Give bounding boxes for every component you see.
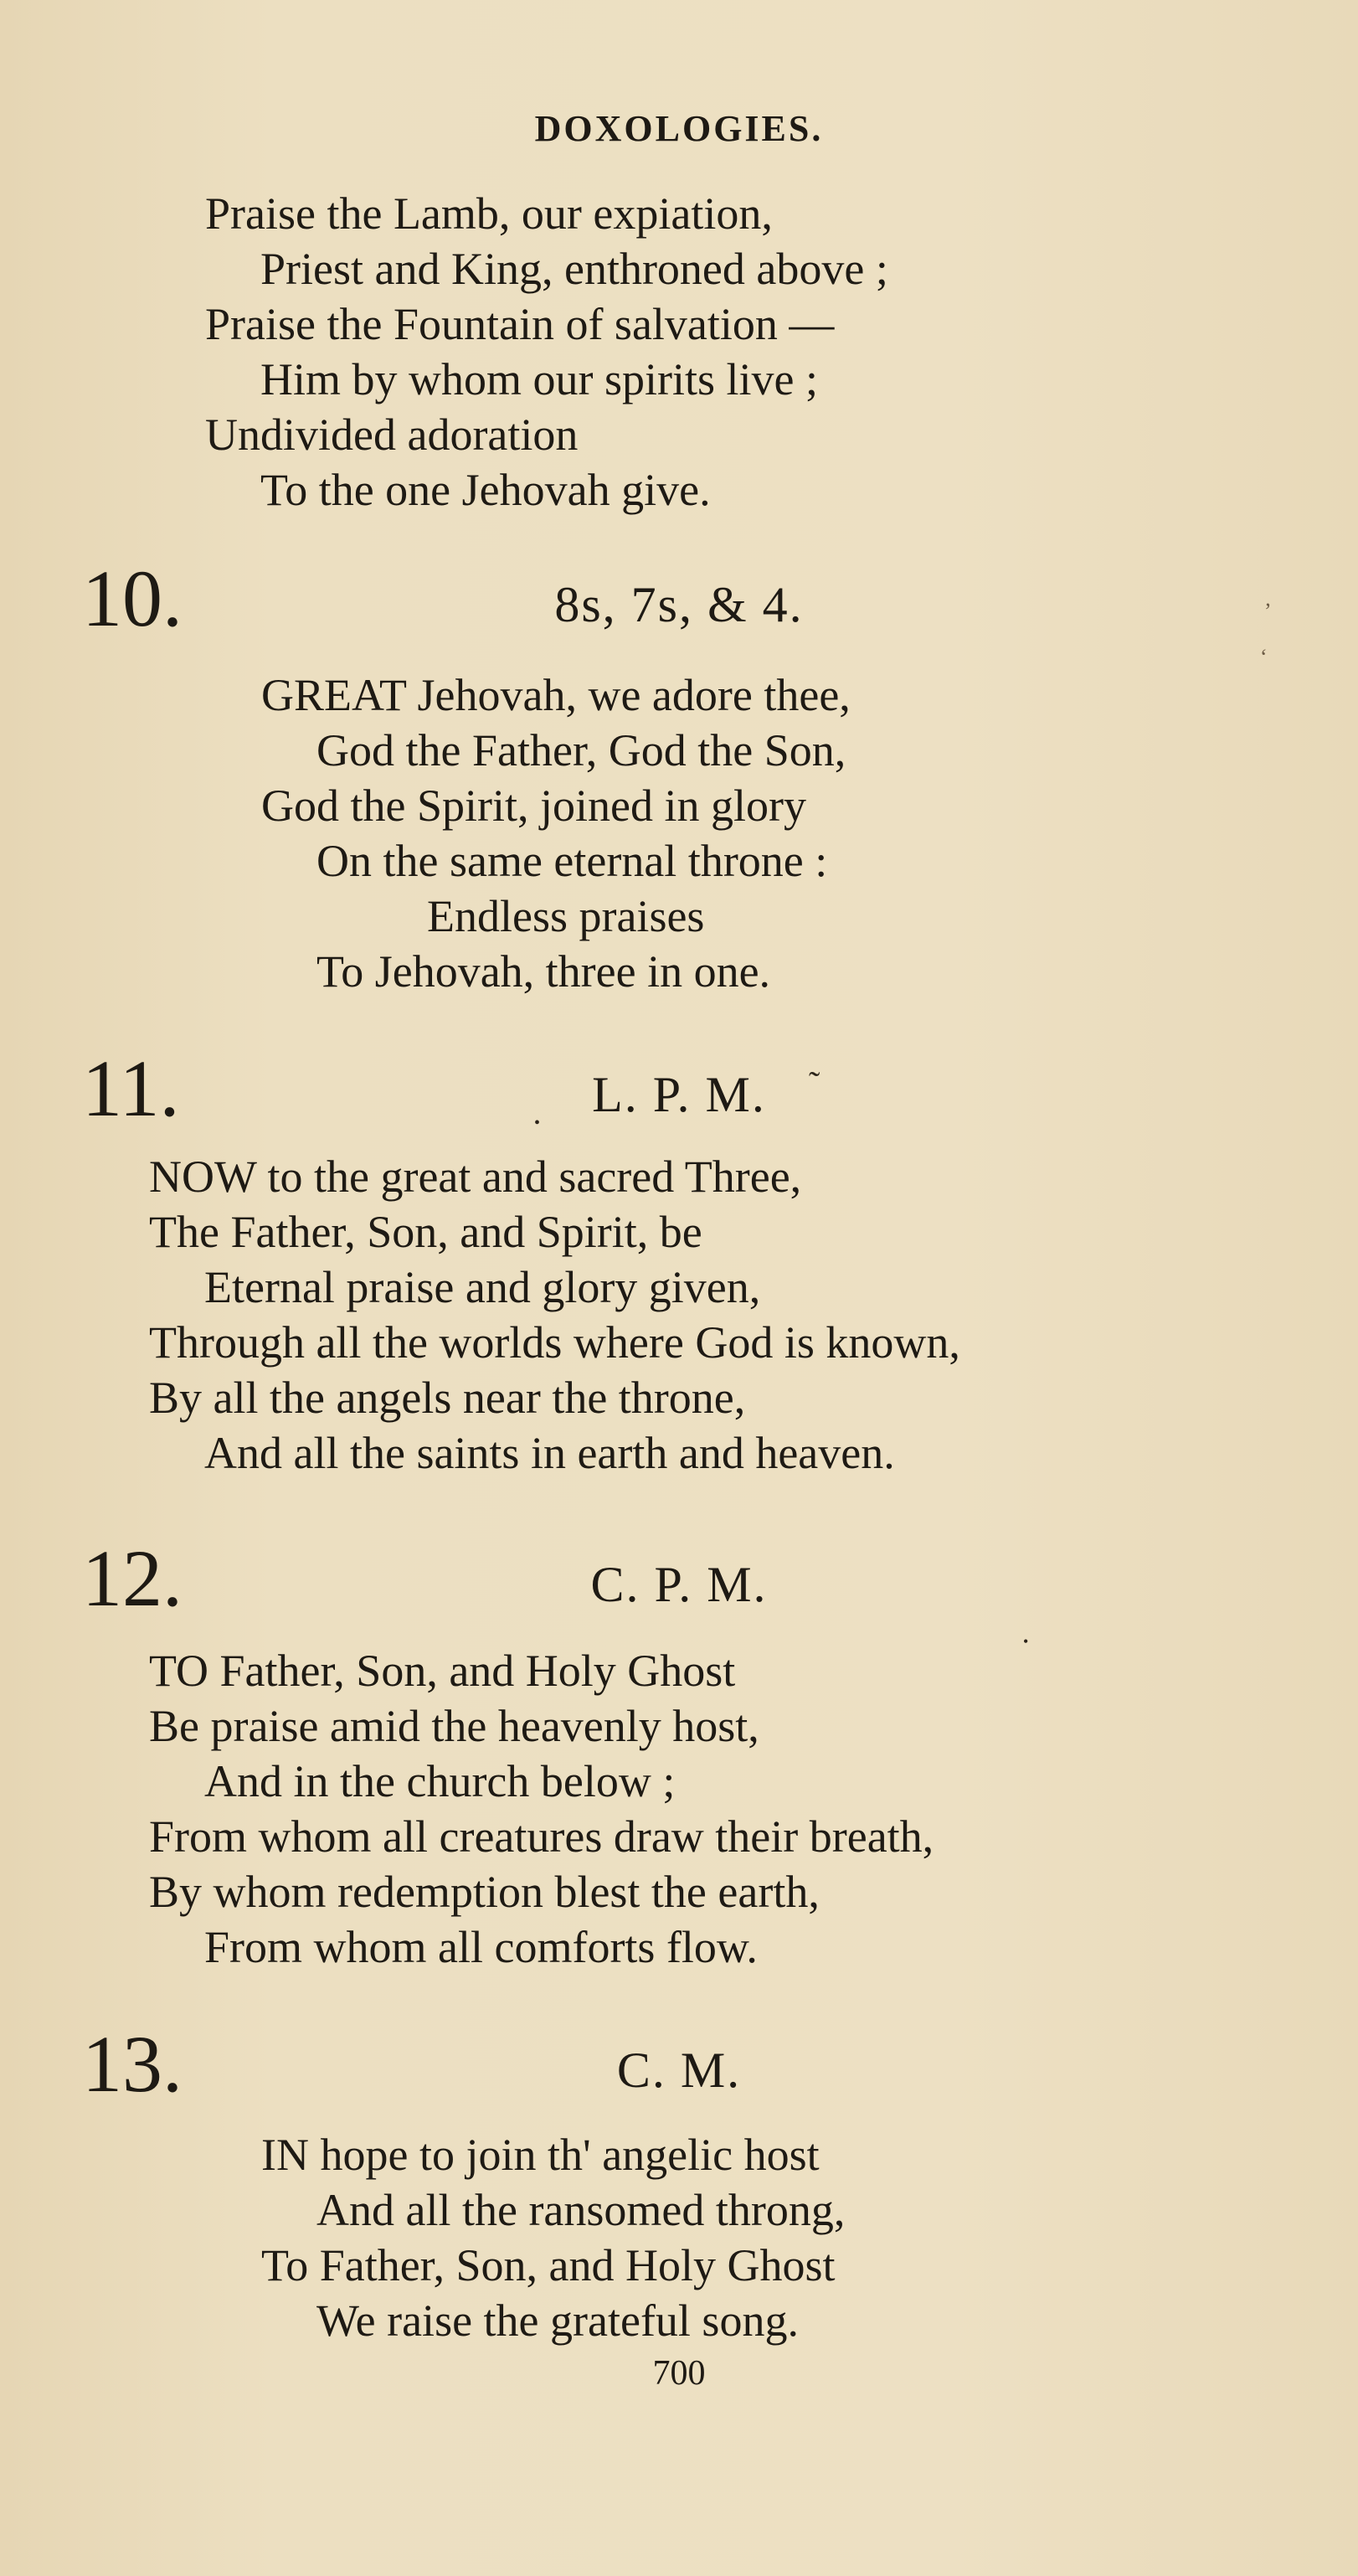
verse-line: To the one Jehovah give.: [260, 465, 711, 515]
hymn-number: 12.: [82, 1533, 183, 1623]
verse-line: And all the saints in earth and heaven.: [204, 1428, 895, 1478]
hymn-verse: [149, 1643, 934, 1975]
verse-line: IN hope to join th' angelic host: [261, 2130, 820, 2180]
verse-line: We raise the grateful song.: [316, 2295, 799, 2346]
verse-line: Through all the worlds where God is known,: [149, 1317, 960, 1368]
verse-line: Be praise amid the heavenly host,: [149, 1701, 759, 1751]
opening-verse: [205, 186, 888, 518]
print-speck: ‚: [1264, 586, 1272, 611]
print-speck: ‘: [1260, 645, 1268, 669]
verse-line: Endless praises: [427, 891, 705, 941]
hymn-verse: [261, 2127, 845, 2348]
hymn-heading: [0, 554, 1358, 649]
verse-line: Him by whom our spirits live ;: [260, 354, 818, 404]
verse-line: TO Father, Son, and Holy Ghost: [149, 1646, 736, 1696]
verse-line: To Father, Son, and Holy Ghost: [261, 2240, 836, 2290]
verse-line: GREAT Jehovah, we adore thee,: [261, 670, 851, 720]
verse-line: God the Father, God the Son,: [316, 725, 846, 775]
hymn-heading: [0, 1533, 1358, 1629]
print-speck: •: [534, 1114, 541, 1132]
verse-line: Undivided adoration: [205, 410, 579, 460]
verse-line: To Jehovah, three in one.: [316, 946, 771, 997]
verse-line: Priest and King, enthroned above ;: [260, 244, 888, 294]
verse-line: Praise the Fountain of salvation —: [205, 299, 835, 349]
verse-line: NOW to the great and sacred Three,: [149, 1151, 802, 1202]
hymn-number: 13.: [82, 2019, 183, 2109]
verse-line: Eternal praise and glory given,: [204, 1262, 761, 1312]
hymn-meter: C. P. M.: [590, 1557, 768, 1612]
verse-line: From whom all comforts flow.: [204, 1922, 758, 1972]
verse-line: And in the church below ;: [204, 1756, 676, 1806]
hymn-heading: [0, 2019, 1358, 2115]
hymn-heading: [0, 1043, 1358, 1139]
hymn-number: 11.: [82, 1043, 180, 1133]
hymn-meter: C. M.: [616, 2043, 742, 2098]
verse-line: The Father, Son, and Spirit, be: [149, 1207, 702, 1257]
running-head: DOXOLOGIES.: [534, 108, 824, 149]
hymn-verse: [261, 667, 851, 999]
verse-line: From whom all creatures draw their breath,: [149, 1811, 934, 1862]
hymn-number: 10.: [82, 554, 183, 643]
verse-line: And all the ransomed throng,: [316, 2185, 846, 2235]
print-speck: •: [1023, 1633, 1029, 1650]
verse-line: Praise the Lamb, our expiation,: [205, 188, 773, 239]
hymn-meter: L. P. M.: [592, 1067, 766, 1122]
verse-line: God the Spirit, joined in glory: [261, 781, 806, 831]
verse-line: On the same eternal throne :: [316, 836, 828, 886]
verse-line: By all the angels near the throne,: [149, 1373, 746, 1423]
hymn-meter: 8s, 7s, & 4.: [554, 577, 804, 632]
verse-line: By whom redemption blest the earth,: [149, 1867, 820, 1917]
hymn-verse: [149, 1149, 960, 1481]
page-number: 700: [652, 2354, 706, 2393]
print-speck: ˜: [809, 1064, 820, 1102]
